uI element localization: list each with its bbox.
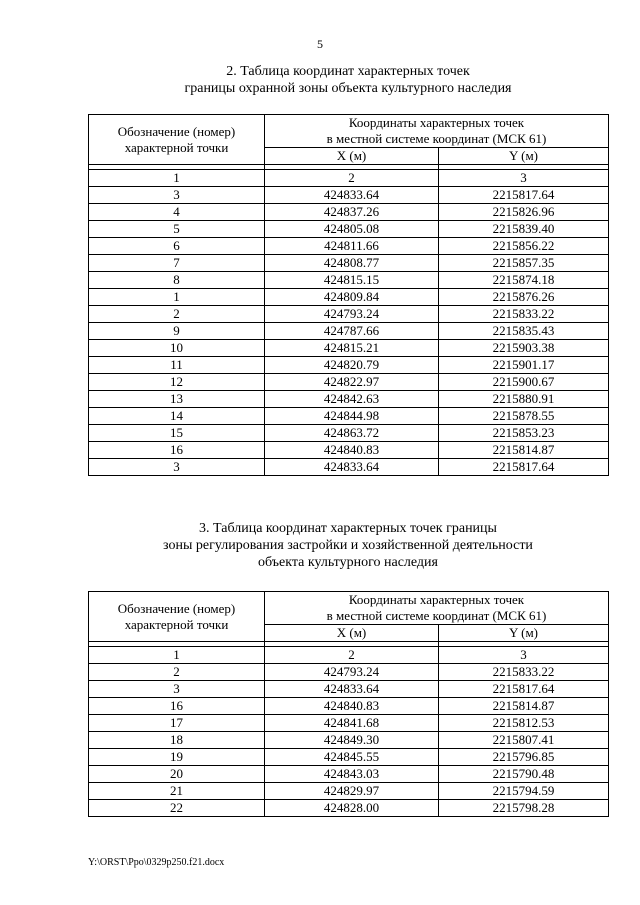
table-row	[89, 408, 609, 425]
point-number-cell: 3	[89, 187, 265, 204]
y-coordinate-cell: 2215812.53	[439, 715, 609, 732]
point-number-cell: 2	[89, 306, 265, 323]
header-text: характерной точки	[124, 616, 229, 632]
point-number-cell: 7	[89, 255, 265, 272]
header-text: характерной точки	[124, 139, 229, 155]
table-row	[89, 732, 609, 749]
point-number-cell: 16	[89, 442, 265, 459]
y-coordinate-cell: 2215857.35	[439, 255, 609, 272]
y-coordinate-cell: 2215798.28	[439, 800, 609, 817]
y-coordinate-cell: 2215880.91	[439, 391, 609, 408]
x-coordinate-cell: 424843.03	[265, 766, 439, 783]
column-index: 1	[89, 647, 265, 664]
column-index: 3	[439, 647, 609, 664]
header-text: Обозначение (номер)	[117, 600, 236, 616]
x-header: X (м)	[265, 148, 439, 165]
x-coordinate-cell: 424793.24	[265, 664, 439, 681]
point-number-cell: 22	[89, 800, 265, 817]
y-header: Y (м)	[439, 148, 609, 165]
x-coordinate-cell: 424833.64	[265, 187, 439, 204]
table3-caption-line: зоны регулирования застройки и хозяйственной деятельности	[163, 538, 533, 553]
table-header-row	[89, 115, 609, 148]
column-index: 1	[89, 170, 265, 187]
x-coordinate-cell: 424793.24	[265, 306, 439, 323]
point-number-cell: 21	[89, 783, 265, 800]
table-row	[89, 272, 609, 289]
y-header: Y (м)	[439, 625, 609, 642]
point-number-cell: 15	[89, 425, 265, 442]
file-path-footer: Y:\ORST\Ppo\0329p250.f21.docx	[88, 857, 225, 868]
x-coordinate-cell: 424805.08	[265, 221, 439, 238]
y-coordinate-cell: 2215833.22	[439, 306, 609, 323]
table-row	[89, 238, 609, 255]
x-coordinate-cell: 424837.26	[265, 204, 439, 221]
x-coordinate-cell: 424842.63	[265, 391, 439, 408]
y-coordinate-cell: 2215826.96	[439, 204, 609, 221]
table-row	[89, 204, 609, 221]
table-row	[89, 698, 609, 715]
y-coordinate-cell: 2215874.18	[439, 272, 609, 289]
x-header: X (м)	[265, 625, 439, 642]
y-coordinate-cell: 2215833.22	[439, 664, 609, 681]
y-coordinate-cell: 2215835.43	[439, 323, 609, 340]
x-coordinate-cell: 424840.83	[265, 442, 439, 459]
table-row	[89, 800, 609, 817]
table3-caption	[88, 520, 608, 571]
table-row	[89, 306, 609, 323]
table-row	[89, 766, 609, 783]
table-row	[89, 681, 609, 698]
x-coordinate-cell: 424809.84	[265, 289, 439, 306]
point-number-cell: 5	[89, 221, 265, 238]
x-coordinate-cell: 424815.21	[265, 340, 439, 357]
y-coordinate-cell: 2215794.59	[439, 783, 609, 800]
x-coordinate-cell: 424840.83	[265, 698, 439, 715]
table-row	[89, 323, 609, 340]
y-coordinate-cell: 2215839.40	[439, 221, 609, 238]
header-text: в местной системе координат (МСК 61)	[326, 608, 547, 623]
column-index-row	[89, 647, 609, 664]
table2-caption-line: 2. Таблица координат характерных точек	[226, 64, 470, 79]
point-number-cell: 3	[89, 681, 265, 698]
x-coordinate-cell: 424833.64	[265, 459, 439, 476]
coordinates-header	[265, 592, 609, 625]
point-number-cell: 9	[89, 323, 265, 340]
x-coordinate-cell: 424833.64	[265, 681, 439, 698]
table2-caption-line: границы охранной зоны объекта культурного наследия	[184, 81, 512, 96]
table-row	[89, 221, 609, 238]
point-number-cell: 14	[89, 408, 265, 425]
table-row	[89, 749, 609, 766]
table-row	[89, 374, 609, 391]
y-coordinate-cell: 2215817.64	[439, 459, 609, 476]
point-number-cell: 12	[89, 374, 265, 391]
table-row	[89, 425, 609, 442]
table-row	[89, 715, 609, 732]
y-coordinate-cell: 2215796.85	[439, 749, 609, 766]
y-coordinate-cell: 2215814.87	[439, 698, 609, 715]
x-coordinate-cell: 424841.68	[265, 715, 439, 732]
y-coordinate-cell: 2215853.23	[439, 425, 609, 442]
x-coordinate-cell: 424849.30	[265, 732, 439, 749]
point-designation-header	[89, 592, 265, 642]
point-number-cell: 11	[89, 357, 265, 374]
point-number-cell: 17	[89, 715, 265, 732]
x-coordinate-cell: 424811.66	[265, 238, 439, 255]
point-number-cell: 2	[89, 664, 265, 681]
x-coordinate-cell: 424815.15	[265, 272, 439, 289]
table-row	[89, 459, 609, 476]
table-row	[89, 357, 609, 374]
point-number-cell: 18	[89, 732, 265, 749]
y-coordinate-cell: 2215856.22	[439, 238, 609, 255]
table-row	[89, 783, 609, 800]
point-number-cell: 16	[89, 698, 265, 715]
table3-coordinates	[88, 591, 609, 817]
table-row	[89, 289, 609, 306]
table-header-row	[89, 592, 609, 625]
point-number-cell: 10	[89, 340, 265, 357]
column-index: 3	[439, 170, 609, 187]
point-number-cell: 4	[89, 204, 265, 221]
table-row	[89, 664, 609, 681]
header-text: Обозначение (номер)	[117, 123, 236, 139]
x-coordinate-cell: 424828.00	[265, 800, 439, 817]
column-index: 2	[265, 170, 439, 187]
table-row	[89, 255, 609, 272]
x-coordinate-cell: 424844.98	[265, 408, 439, 425]
table3-caption-line: объекта культурного наследия	[258, 555, 438, 570]
table3-caption-line: 3. Таблица координат характерных точек границы	[199, 521, 497, 536]
y-coordinate-cell: 2215817.64	[439, 187, 609, 204]
y-coordinate-cell: 2215903.38	[439, 340, 609, 357]
point-number-cell: 20	[89, 766, 265, 783]
y-coordinate-cell: 2215901.17	[439, 357, 609, 374]
y-coordinate-cell: 2215790.48	[439, 766, 609, 783]
x-coordinate-cell: 424820.79	[265, 357, 439, 374]
point-number-cell: 8	[89, 272, 265, 289]
y-coordinate-cell: 2215876.26	[439, 289, 609, 306]
table2-coordinates	[88, 114, 609, 476]
coordinates-header	[265, 115, 609, 148]
y-coordinate-cell: 2215817.64	[439, 681, 609, 698]
x-coordinate-cell: 424829.97	[265, 783, 439, 800]
table-row	[89, 340, 609, 357]
header-text: Координаты характерных точек	[348, 592, 525, 607]
y-coordinate-cell: 2215814.87	[439, 442, 609, 459]
x-coordinate-cell: 424787.66	[265, 323, 439, 340]
page-number: 5	[317, 37, 323, 51]
column-index-row	[89, 170, 609, 187]
x-coordinate-cell: 424822.97	[265, 374, 439, 391]
point-number-cell: 3	[89, 459, 265, 476]
point-number-cell: 19	[89, 749, 265, 766]
point-number-cell: 1	[89, 289, 265, 306]
y-coordinate-cell: 2215878.55	[439, 408, 609, 425]
point-number-cell: 6	[89, 238, 265, 255]
y-coordinate-cell: 2215900.67	[439, 374, 609, 391]
point-designation-header	[89, 115, 265, 165]
table-row	[89, 187, 609, 204]
header-text: в местной системе координат (МСК 61)	[326, 131, 547, 146]
table2-caption	[88, 63, 608, 97]
x-coordinate-cell: 424808.77	[265, 255, 439, 272]
x-coordinate-cell: 424863.72	[265, 425, 439, 442]
table-row	[89, 391, 609, 408]
table-row	[89, 442, 609, 459]
x-coordinate-cell: 424845.55	[265, 749, 439, 766]
y-coordinate-cell: 2215807.41	[439, 732, 609, 749]
column-index: 2	[265, 647, 439, 664]
header-text: Координаты характерных точек	[348, 115, 525, 130]
point-number-cell: 13	[89, 391, 265, 408]
